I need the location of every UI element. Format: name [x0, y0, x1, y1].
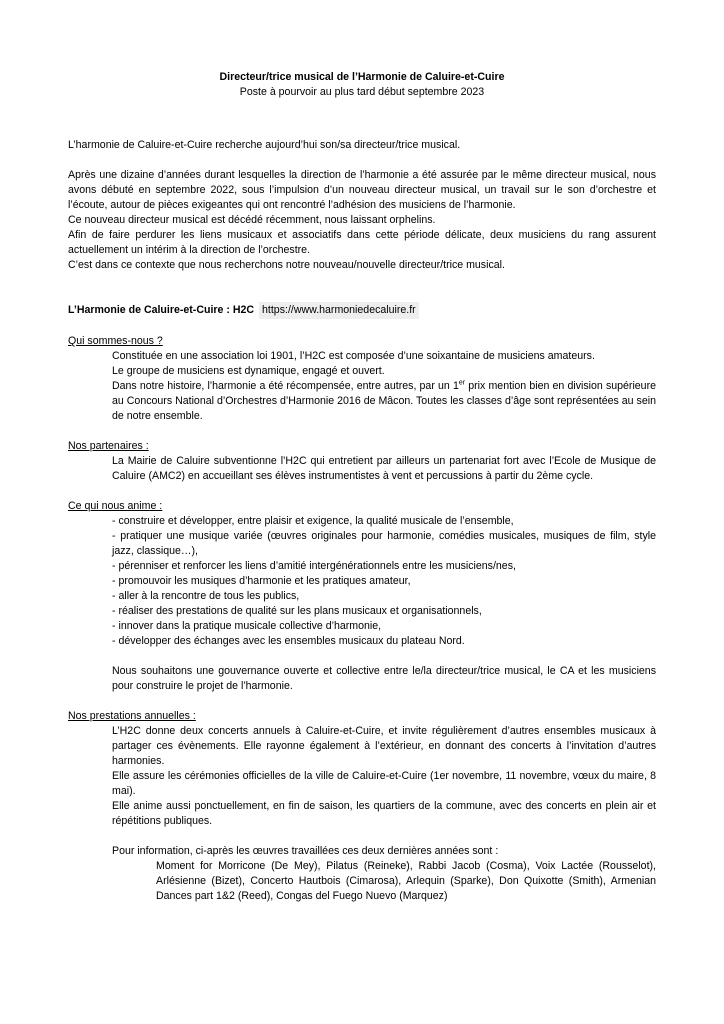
section-heading-partenaires: Nos partenaires : — [68, 440, 149, 452]
list-item: - pérenniser et renforcer les liens d’amitié intergénérationnels entre les musiciens/nes, — [112, 560, 516, 572]
gouvernance-paragraph: Nous souhaitons une gouvernance ouverte et collective entre le/la directeur/trice musical, le CA et les musiciens pour construire le projet de l’harmonie. — [112, 665, 656, 692]
document-subtitle: Poste à pourvoir au plus tard début septembre 2023 — [239, 86, 485, 98]
list-item: - promouvoir les musiques d’harmonie et les pratiques amateur, — [112, 575, 411, 587]
prestations-paragraph-1: L’H2C donne deux concerts annuels à Caluire-et-Cuire, et invite régulièrement d’autres ensembles musicaux à partager ces évènements. Elle rayonne également à l’extérieur, en donnant des concerts à l’invitation d’autres harmonies. — [112, 725, 656, 767]
list-item: - construire et développer, entre plaisir et exigence, la qualité musicale de l’ensemble, — [112, 515, 514, 527]
prestations-paragraph-3: Elle anime aussi ponctuellement, en fin de saison, les quartiers de la commune, avec des concerts en plein air et répétitions publiques. — [112, 800, 656, 827]
prestations-paragraph-2: Elle assure les cérémonies officielles de la ville de Caluire-et-Cuire (1er novembre, 11 novembre, vœux du maire, 8 mai). — [112, 770, 656, 797]
intro-paragraph-4: Afin de faire perdurer les liens musicaux et associatifs dans cette période délicate, deux musiciens du rang assurent actuellement un intérim à la direction de l’orchestre. — [68, 229, 656, 256]
intro-paragraph-3: Ce nouveau directeur musical est décédé récemment, nous laissant orphelins. — [68, 214, 436, 226]
list-item: - aller à la rencontre de tous les publics, — [112, 590, 300, 602]
document-page — [68, 70, 656, 904]
prestations-paragraph-4: Pour information, ci-après les œuvres travaillées ces deux dernières années sont : — [112, 845, 499, 857]
intro-paragraph-5: C’est dans ce contexte que nous recherchons notre nouveau/nouvelle directeur/trice musical. — [68, 259, 505, 271]
h2c-label: L’Harmonie de Caluire-et-Cuire : H2C — [68, 304, 255, 316]
works-list: Moment for Morricone (De Mey), Pilatus (Reineke), Rabbi Jacob (Cosma), Voix Lactée (Rousselot), Arlésienne (Bizet), Concerto Hautbois (Cimarosa), Arlequin (Sparke), Don Quixotte (Smith), Armenian Dances part 1&2 (Reed), Congas del Fuego Nuevo (Marquez) — [156, 860, 656, 902]
qui-paragraph-3: Dans notre histoire, l’harmonie a été récompensée, entre autres, par un 1er prix mention bien en division supérieure au Concours National d’Orchestres d’Harmonie 2016 de Mâcon. Toutes les classes d’âge sont représentées au sein de notre ensemble. — [112, 379, 656, 422]
section-heading-anime: Ce qui nous anime : — [68, 500, 163, 512]
h2c-website-link[interactable]: https://www.harmoniedecaluire.fr — [259, 302, 419, 319]
list-item: - pratiquer une musique variée (œuvres originales pour harmonie, comédies musicales, musiques de film, style jazz, classique…), — [112, 530, 656, 557]
qui-paragraph-2: Le groupe de musiciens est dynamique, engagé et ouvert. — [112, 365, 385, 377]
partenaires-paragraph: La Mairie de Caluire subventionne l’H2C qui entretient par ailleurs un partenariat fort avec l’Ecole de Musique de Caluire (AMC2) en accueillant ses élèves instrumentistes à vent et percussions à partir du 2ème cycle. — [112, 455, 656, 482]
section-heading-qui: Qui sommes-nous ? — [68, 335, 163, 347]
intro-paragraph-2: Après une dizaine d’années durant lesquelles la direction de l’harmonie a été assurée par le même directeur musical, nous avons débuté en septembre 2022, sous l’impulsion d’un nouveau directeur musical, un travail sur le son d’orchestre et l’écoute, autour de pièces exigeantes qui ont rencontré l’adhésion des musiciens de l’harmonie. — [68, 169, 656, 211]
intro-paragraph-1: L’harmonie de Caluire-et-Cuire recherche aujourd’hui son/sa directeur/trice musical. — [68, 139, 461, 151]
list-item: - réaliser des prestations de qualité sur les plans musicaux et organisationnels, — [112, 605, 482, 617]
document-title: Directeur/trice musical de l’Harmonie de Caluire-et-Cuire — [219, 71, 505, 83]
section-heading-prestations: Nos prestations annuelles : — [68, 710, 196, 722]
h2c-heading — [68, 302, 656, 319]
list-item: - développer des échanges avec les ensembles musicaux du plateau Nord. — [112, 635, 465, 647]
qui-paragraph-1: Constituée en une association loi 1901, l’H2C est composée d’une soixantaine de musiciens amateurs. — [112, 350, 595, 362]
list-item: - innover dans la pratique musicale collective d’harmonie, — [112, 620, 382, 632]
